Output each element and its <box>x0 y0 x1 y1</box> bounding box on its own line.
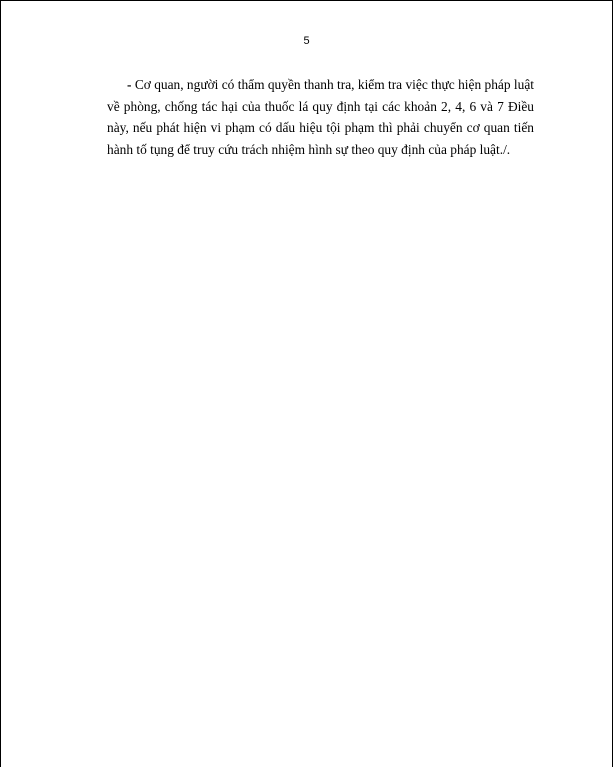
page-number: 5 <box>303 35 310 47</box>
paragraph <box>107 74 534 160</box>
paragraph-text: Cơ quan, người có thẩm quyền thanh tra, kiểm tra việc thực hiện pháp luật về phòng, chống tác hại của thuốc lá quy định tại các khoản 2, 4, 6 và 7 Điều này, nếu phát hiện vi phạm có dấu hiệu tội phạm thì phải chuyển cơ quan tiến hành tố tụng để truy cứu trách nhiệm hình sự theo quy định của pháp luật./. <box>107 77 534 157</box>
bullet-dash: - <box>127 77 132 92</box>
